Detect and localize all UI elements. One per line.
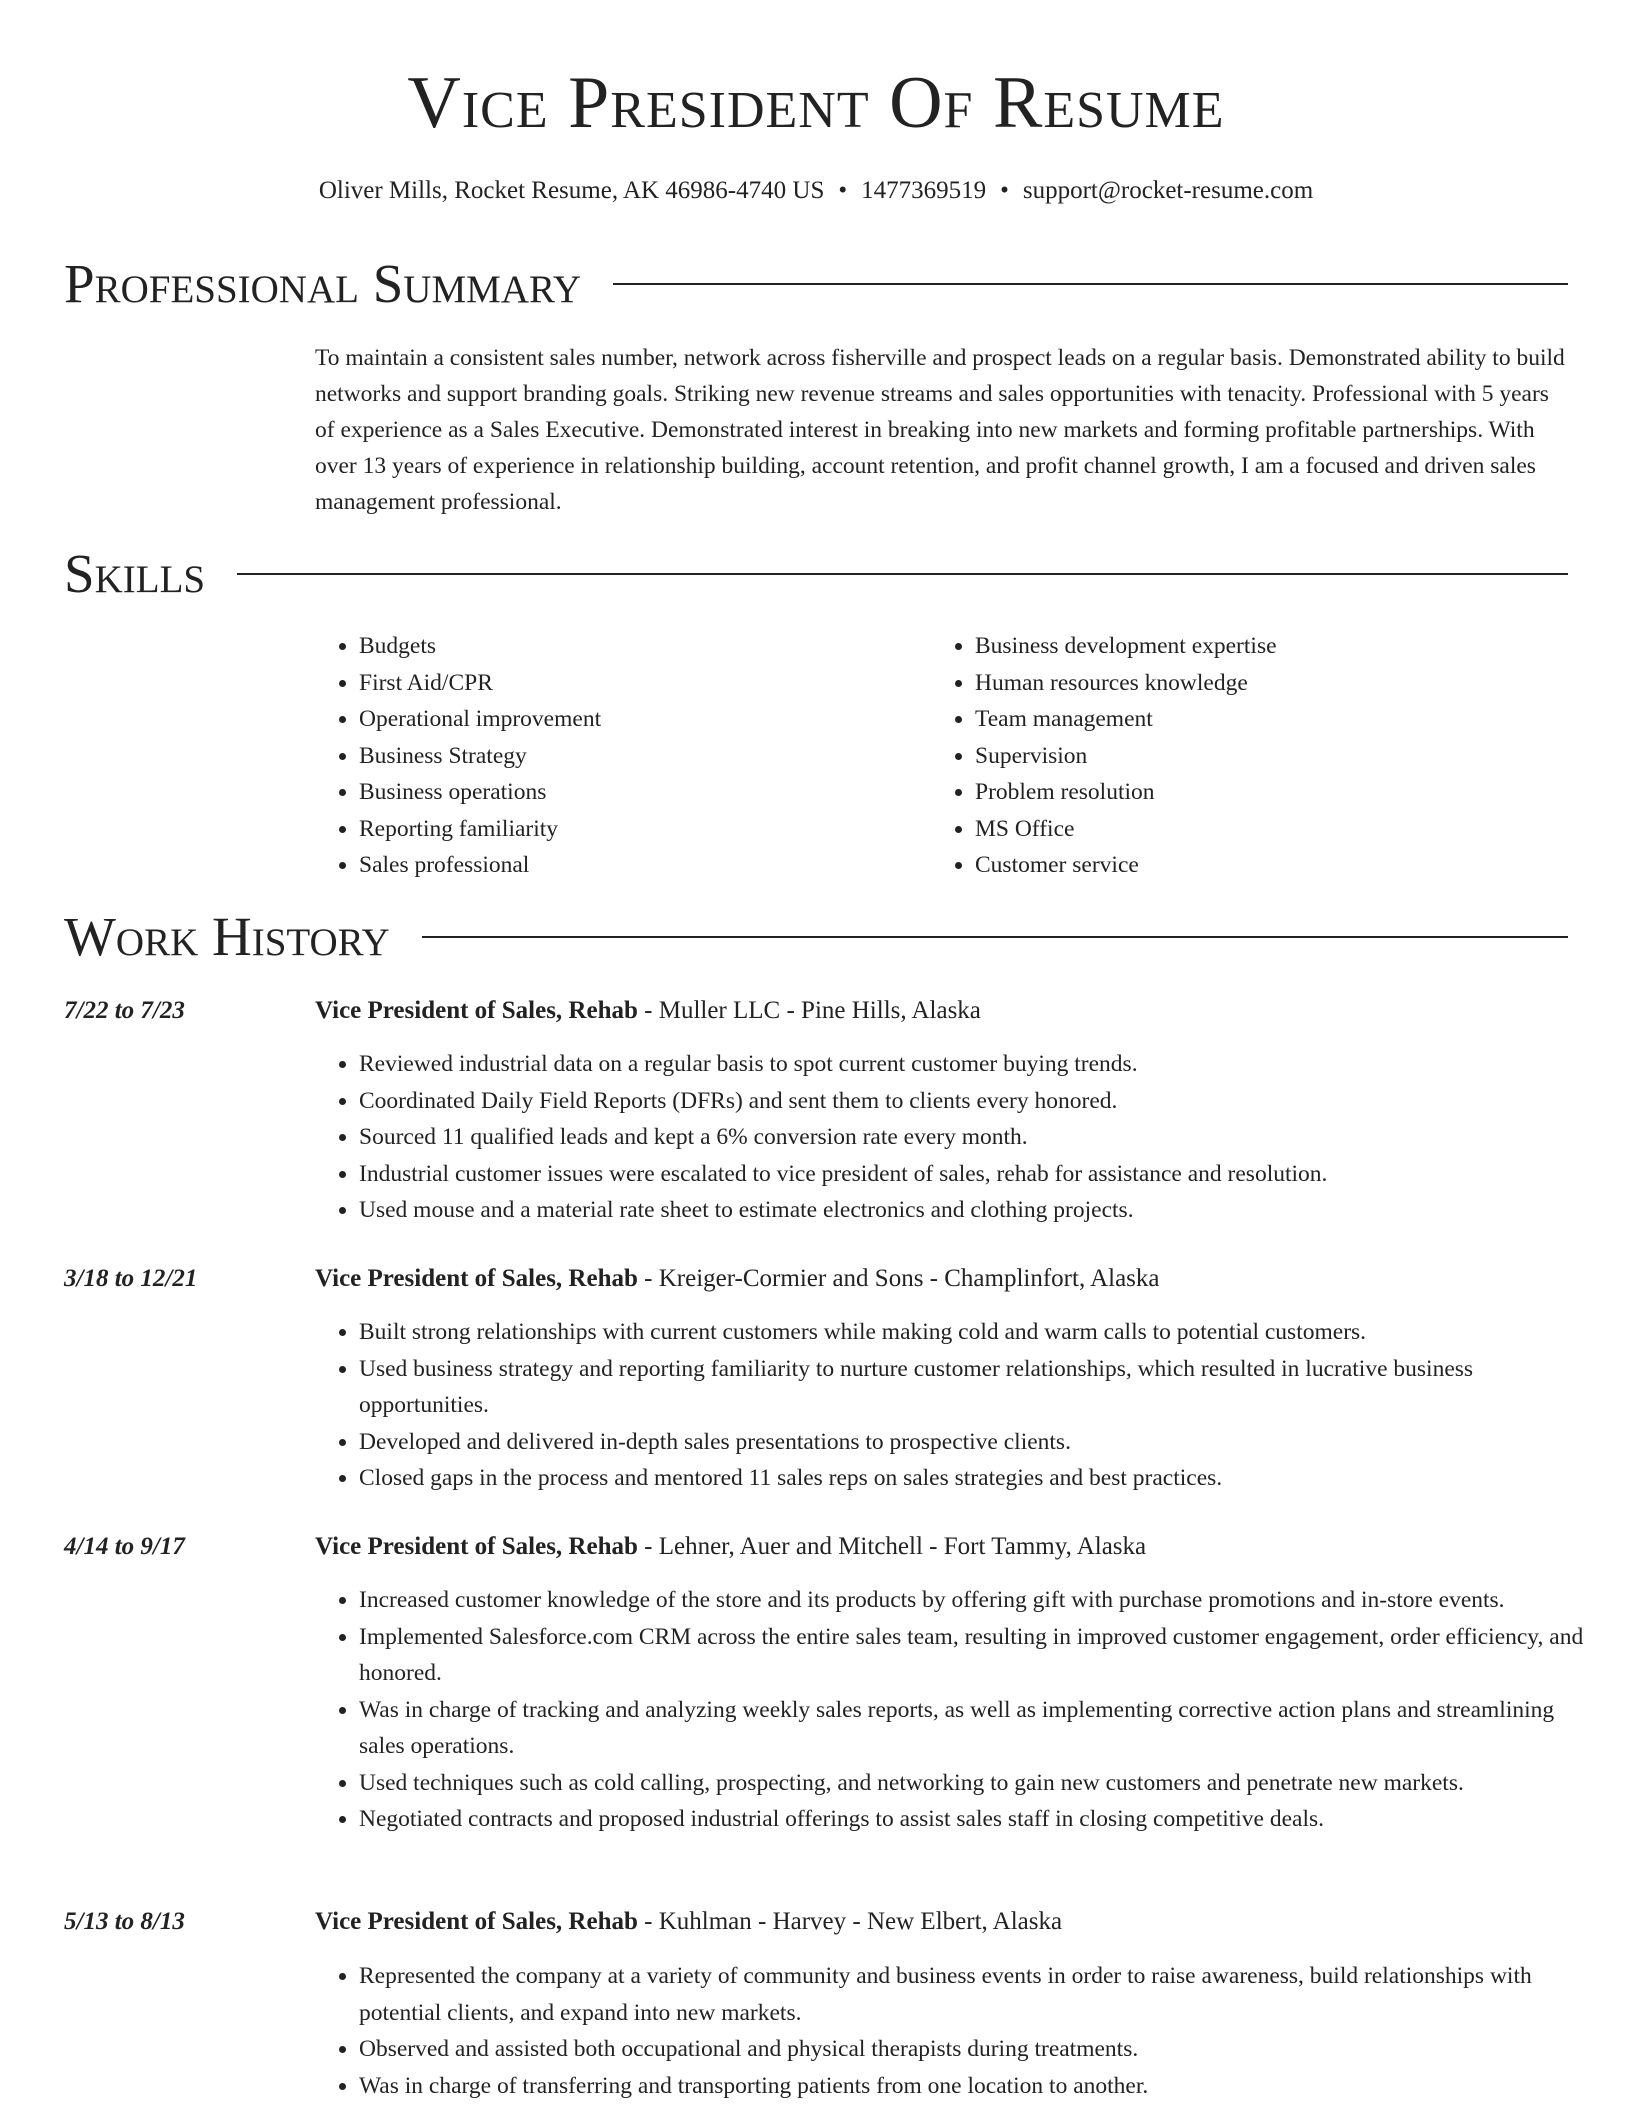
skill-item: • Reporting familiarity	[359, 811, 919, 848]
skill-item: • Customer service	[975, 847, 1575, 884]
skill-item: • Operational improvement	[359, 701, 919, 738]
job-title-line	[315, 1263, 1568, 1295]
job-employer-location: - Muller LLC - Pine Hills, Alaska	[637, 997, 981, 1024]
contact-line	[0, 176, 1632, 206]
job-dates: 3/18 to 12/21	[64, 1265, 198, 1292]
skill-item: • Supervision	[975, 738, 1575, 775]
skills-list-right	[931, 628, 1575, 884]
job-title: Vice President of Sales, Rehab	[315, 1533, 638, 1560]
skill-item: • Problem resolution	[975, 774, 1575, 811]
job-bullet-item: • Was in charge of transferring and transporting patients from one location to another.	[359, 2068, 1589, 2105]
job-bullet-item: • Used business strategy and reporting familiarity to nurture customer relationships, which resulted in lucrative business opportunities.	[359, 1351, 1589, 1424]
resume-name-title: Vice President Of Resume	[407, 62, 1225, 144]
summary-text: To maintain a consistent sales number, network across fisherville and prospect leads on a regular basis. Demonstrated ability to build networks and support branding goals. Striking new revenue streams and sales opportunities with tenacity. Professional with 5 years of experience as a Sales Executive. Demonstrated interest in breaking into new markets and forming profitable partnerships. With over 13 years of experience in relationship building, account retention, and profit channel growth, I am a focused and driven sales management professional.	[315, 345, 1565, 515]
job-bullet-item: • Negotiated contracts and proposed industrial offerings to assist sales staff in closing competitive deals.	[359, 1801, 1589, 1838]
contact-separator: •	[1000, 177, 1009, 204]
job-bullet-item: • Was in charge of tracking and analyzing weekly sales reports, as well as implementing corrective action plans and streamlining sales operations.	[359, 1692, 1589, 1765]
job-employer-location: - Kuhlman - Harvey - New Elbert, Alaska	[637, 1908, 1063, 1935]
skills-section-title: Skills	[64, 543, 206, 604]
skill-item: • Team management	[975, 701, 1575, 738]
skills-list-left	[315, 628, 919, 884]
job-bullet-item: • Observed and assisted both occupational and physical therapists during treatments.	[359, 2031, 1589, 2068]
job-bullet-item: • Sourced 11 qualified leads and kept a 6% conversion rate every month.	[359, 1119, 1589, 1156]
job-dates: 4/14 to 9/17	[64, 1533, 185, 1560]
job-bullet-item: • Built strong relationships with current customers while making cold and warm calls to potential customers.	[359, 1314, 1589, 1351]
job-bullet-item: • Represented the company at a variety of community and business events in order to raise awareness, build relationships with potential clients, and expand into new markets.	[359, 1958, 1589, 2031]
job-bullet-item: • Developed and delivered in-depth sales presentations to prospective clients.	[359, 1424, 1589, 1461]
job-bullet-item: • Used techniques such as cold calling, prospecting, and networking to gain new customers and penetrate new markets.	[359, 1765, 1589, 1802]
job-bullet-item: • Closed gaps in the process and mentored 11 sales reps on sales strategies and best practices.	[359, 1460, 1589, 1497]
job-employer-location: - Kreiger-Cormier and Sons - Champlinfort, Alaska	[637, 1265, 1160, 1292]
work-history-section-title: Work History	[64, 906, 390, 967]
job-dates: 7/22 to 7/23	[64, 997, 185, 1024]
skill-item: • Business Strategy	[359, 738, 919, 775]
skill-item: • MS Office	[975, 811, 1575, 848]
skill-item: • First Aid/CPR	[359, 665, 919, 702]
job-bullet-item: • Reviewed industrial data on a regular basis to spot current customer buying trends.	[359, 1046, 1589, 1083]
work-history-section-header	[64, 905, 1568, 969]
skill-item: • Budgets	[359, 628, 919, 665]
contact-separator: •	[838, 177, 848, 204]
job-title-line	[315, 995, 1568, 1027]
skill-item: • Sales professional	[359, 847, 919, 884]
skill-item: • Business operations	[359, 774, 919, 811]
job-bullet-item: • Implemented Salesforce.com CRM across the entire sales team, resulting in improved customer engagement, order efficiency, and honored.	[359, 1619, 1589, 1692]
job-bullet-list	[315, 1582, 1589, 1838]
skill-item: • Human resources knowledge	[975, 665, 1575, 702]
summary-section-title: Professional Summary	[64, 253, 582, 314]
section-divider	[613, 283, 1568, 285]
contact-phone: 1477369519	[861, 177, 987, 204]
job-bullet-item: • Used mouse and a material rate sheet to estimate electronics and clothing projects.	[359, 1192, 1589, 1229]
job-bullet-item: • Increased customer knowledge of the store and its products by offering gift with purchase promotions and in-store events.	[359, 1582, 1589, 1619]
job-title: Vice President of Sales, Rehab	[315, 1908, 638, 1935]
skill-item: • Business development expertise	[975, 628, 1575, 665]
job-bullet-list	[315, 1958, 1589, 2104]
job-title: Vice President of Sales, Rehab	[315, 1265, 638, 1292]
section-divider	[422, 936, 1568, 938]
job-bullet-list	[315, 1314, 1589, 1497]
summary-section-header	[64, 252, 1568, 316]
contact-address: Oliver Mills, Rocket Resume, AK 46986-4740 US	[318, 177, 825, 204]
section-divider	[237, 573, 1568, 575]
job-title: Vice President of Sales, Rehab	[315, 997, 638, 1024]
job-title-line	[315, 1906, 1568, 1938]
job-bullet-item: • Coordinated Daily Field Reports (DFRs) and sent them to clients every honored.	[359, 1083, 1589, 1120]
job-bullet-list	[315, 1046, 1589, 1229]
job-employer-location: - Lehner, Auer and Mitchell - Fort Tammy, Alaska	[637, 1533, 1147, 1560]
job-bullet-item: • Industrial customer issues were escalated to vice president of sales, rehab for assistance and resolution.	[359, 1156, 1589, 1193]
contact-email: support@rocket-resume.com	[1022, 177, 1314, 204]
job-dates: 5/13 to 8/13	[64, 1908, 185, 1935]
job-title-line	[315, 1531, 1568, 1563]
skills-section-header	[64, 542, 1568, 606]
